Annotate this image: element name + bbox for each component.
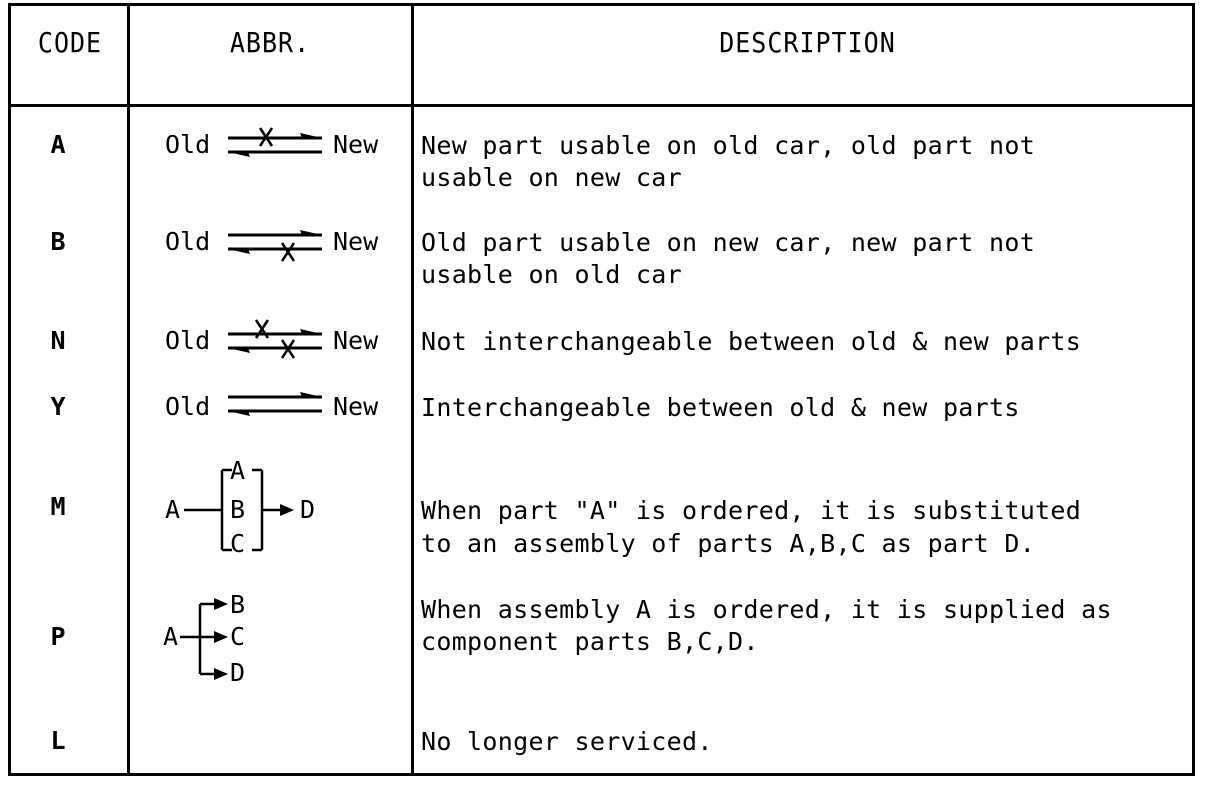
abbr-old-label: Old bbox=[165, 227, 211, 256]
row-code: B bbox=[50, 227, 66, 256]
row-code: Y bbox=[50, 392, 66, 421]
row-description-line1: New part usable on old car, old part not bbox=[421, 131, 1036, 160]
abbr-new-label: New bbox=[333, 130, 379, 159]
diagram-part-c-label: C bbox=[230, 622, 246, 651]
diagram-input-label: A bbox=[165, 495, 181, 524]
row-code: M bbox=[50, 492, 66, 521]
header-abbr: ABBR. bbox=[229, 26, 311, 59]
row-description-line2: component parts B,C,D. bbox=[421, 627, 759, 656]
row-description-line1: Old part usable on new car, new part not bbox=[421, 228, 1036, 257]
row-code: N bbox=[50, 326, 66, 355]
header-description: DESCRIPTION bbox=[719, 26, 896, 59]
abbr-old-label: Old bbox=[165, 392, 211, 421]
abbr-new-label: New bbox=[333, 392, 379, 421]
row-description-line2: usable on old car bbox=[421, 260, 682, 289]
split-arrows-icon bbox=[178, 592, 238, 688]
row-description-line1: Not interchangeable between old & new parts bbox=[421, 327, 1082, 356]
row-code: P bbox=[50, 622, 66, 651]
two-way-arrow-icon bbox=[222, 385, 332, 421]
header-code: CODE bbox=[37, 26, 103, 59]
diagram-part-d-label: D bbox=[230, 658, 246, 687]
one-way-arrow-icon bbox=[222, 126, 332, 162]
diagram-input-label: A bbox=[163, 622, 179, 651]
no-interchange-arrow-icon bbox=[222, 318, 332, 360]
diagram-part-c-label: C bbox=[230, 529, 246, 558]
row-description-line1: Interchangeable between old & new parts bbox=[421, 393, 1020, 422]
column-divider-abbr-description bbox=[411, 6, 414, 773]
abbr-old-label: Old bbox=[165, 130, 211, 159]
diagram-output-label: D bbox=[300, 495, 316, 524]
row-code: L bbox=[50, 726, 66, 755]
header-divider bbox=[11, 104, 1192, 107]
row-description-line1: No longer serviced. bbox=[421, 727, 713, 756]
diagram-part-b-label: B bbox=[230, 590, 246, 619]
one-way-arrow-icon bbox=[222, 223, 332, 263]
diagram-part-b-label: B bbox=[230, 495, 246, 524]
row-description-line1: When part "A" is ordered, it is substituted bbox=[421, 496, 1082, 525]
abbr-new-label: New bbox=[333, 227, 379, 256]
abbr-old-label: Old bbox=[165, 326, 211, 355]
row-description-line2: to an assembly of parts A,B,C as part D. bbox=[421, 529, 1036, 558]
row-code: A bbox=[50, 130, 66, 159]
row-description-line2: usable on new car bbox=[421, 163, 682, 192]
abbr-new-label: New bbox=[333, 326, 379, 355]
column-divider-code-abbr bbox=[127, 6, 130, 773]
row-description-line1: When assembly A is ordered, it is supplied as bbox=[421, 595, 1112, 624]
diagram-part-a-label: A bbox=[230, 456, 246, 485]
